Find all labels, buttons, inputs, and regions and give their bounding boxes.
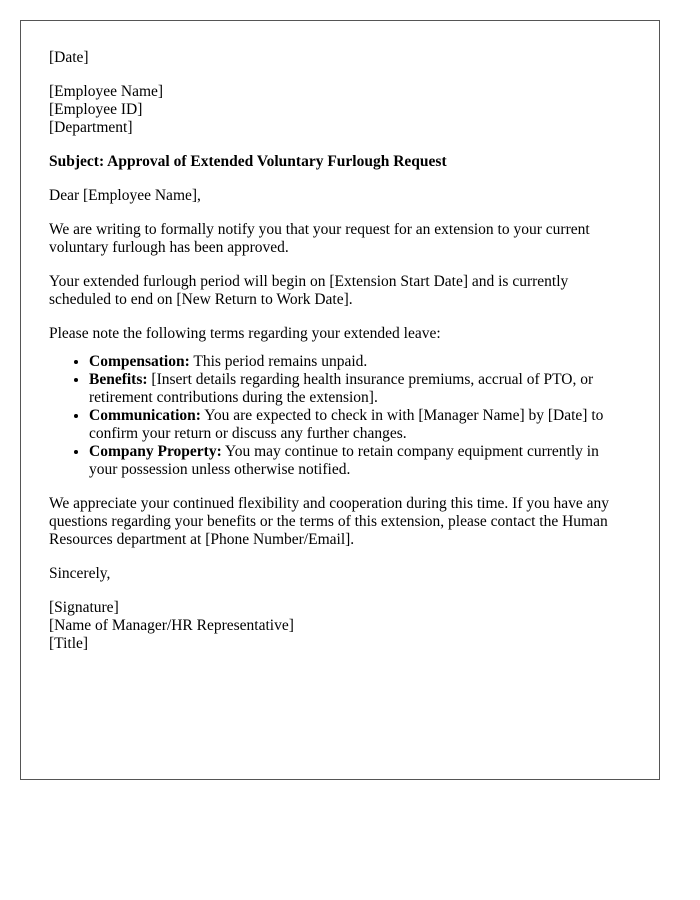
letter-paragraph-approval: We are writing to formally notify you that your request for an extension to your current voluntary furlough has been approved. xyxy=(49,221,590,256)
letter-sign-off: Sincerely, xyxy=(49,565,111,582)
term-benefits xyxy=(89,371,631,407)
signer-title: [Title] xyxy=(49,635,89,652)
signature-block xyxy=(49,599,631,653)
recipient-id: [Employee ID] xyxy=(49,101,143,118)
letter-page xyxy=(20,20,660,780)
recipient-department: [Department] xyxy=(49,119,133,136)
letter-salutation: Dear [Employee Name], xyxy=(49,187,201,204)
term-text: You are expected to check in with [Manager Name] by [Date] to confirm your return or discuss any further changes. xyxy=(89,407,604,442)
term-label: Company Property: xyxy=(89,443,222,460)
term-label: Communication: xyxy=(89,407,201,424)
signature-line: [Signature] xyxy=(49,599,119,616)
term-label: Benefits: xyxy=(89,371,148,388)
term-company-property xyxy=(89,443,631,479)
recipient-name: [Employee Name] xyxy=(49,83,164,100)
recipient-block xyxy=(49,83,631,137)
term-text: You may continue to retain company equipment currently in your possession unless otherwise notified. xyxy=(89,443,599,478)
term-text: This period remains unpaid. xyxy=(189,353,368,370)
terms-intro: Please note the following terms regarding your extended leave: xyxy=(49,325,441,342)
terms-list xyxy=(49,353,631,479)
letter-subject: Subject: Approval of Extended Voluntary Furlough Request xyxy=(49,153,447,170)
signer-name: [Name of Manager/HR Representative] xyxy=(49,617,294,634)
letter-date: [Date] xyxy=(49,49,89,66)
letter-paragraph-period: Your extended furlough period will begin on [Extension Start Date] and is currently scheduled to end on [New Return to Work Date]. xyxy=(49,273,569,308)
term-label: Compensation: xyxy=(89,353,190,370)
term-communication xyxy=(89,407,631,443)
letter-closing-paragraph: We appreciate your continued flexibility and cooperation during this time. If you have any questions regarding your benefits or the terms of this extension, please contact the Human Resources department at [Phone Number/Email]. xyxy=(49,495,610,548)
term-text: [Insert details regarding health insurance premiums, accrual of PTO, or retirement contributions during the extension]. xyxy=(89,371,594,406)
term-compensation xyxy=(89,353,631,371)
